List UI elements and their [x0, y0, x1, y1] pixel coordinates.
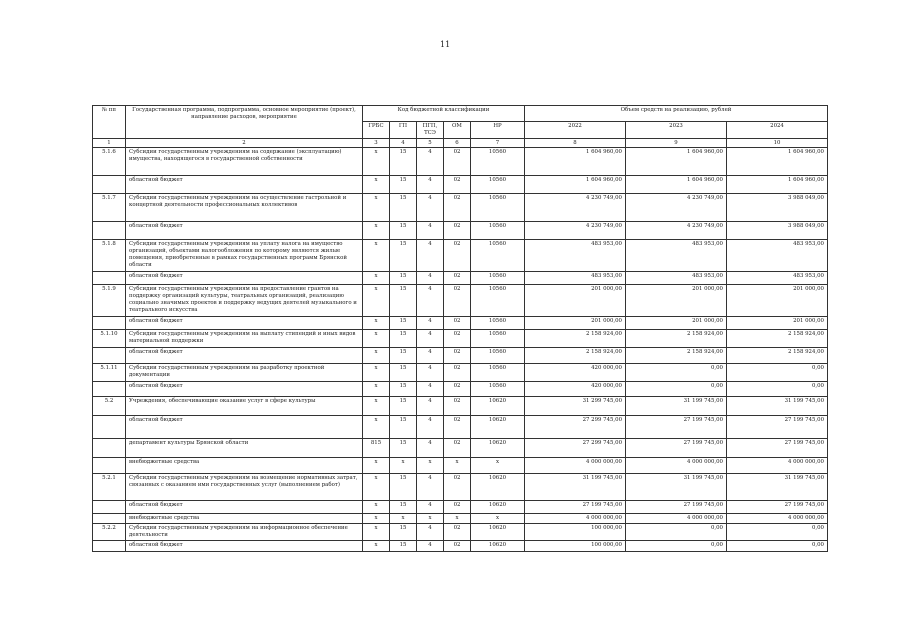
amount-2022: 100 000,00	[525, 540, 626, 551]
amount-2023: 2 158 924,00	[626, 330, 727, 348]
pgp-code: 4	[417, 524, 444, 541]
pgp-code: 4	[417, 501, 444, 514]
row-name: областной бюджет	[126, 348, 363, 364]
amount-2024: 483 953,00	[727, 240, 828, 272]
amount-2024: 0,00	[727, 364, 828, 382]
column-number: 7	[471, 138, 525, 148]
amount-2023: 2 158 924,00	[626, 348, 727, 364]
pgp-code: 4	[417, 222, 444, 240]
om-code: 02	[444, 176, 471, 194]
table-row	[93, 397, 828, 416]
row-name: областной бюджет	[126, 317, 363, 330]
grbs-code: х	[363, 540, 390, 551]
column-number: 6	[444, 138, 471, 148]
amount-2023: 4 230 749,00	[626, 222, 727, 240]
pgp-code: 4	[417, 364, 444, 382]
np-code: 10620	[471, 416, 525, 439]
gp-code: 15	[390, 397, 417, 416]
column-number: 10	[727, 138, 828, 148]
amount-2024: 483 953,00	[727, 272, 828, 285]
gp-code: 15	[390, 148, 417, 176]
amount-2023: 0,00	[626, 540, 727, 551]
grbs-code: х	[363, 194, 390, 222]
column-number: 1	[93, 138, 126, 148]
gp-code: 15	[390, 240, 417, 272]
row-number	[93, 514, 126, 524]
amount-2024: 2 158 924,00	[727, 348, 828, 364]
om-code: 02	[444, 397, 471, 416]
grbs-code: х	[363, 272, 390, 285]
amount-2024: 0,00	[727, 540, 828, 551]
pgp-code: 4	[417, 240, 444, 272]
grbs-code: х	[363, 416, 390, 439]
row-number: 5.1.6	[93, 148, 126, 176]
np-code: 10620	[471, 397, 525, 416]
table-row	[93, 501, 828, 514]
header-amount: Объем средств на реализацию, рублей	[525, 106, 828, 122]
table-row	[93, 348, 828, 364]
grbs-code: х	[363, 240, 390, 272]
header-grbs: ГРБС	[363, 122, 390, 139]
pgp-code: 4	[417, 474, 444, 501]
row-number: 5.1.7	[93, 194, 126, 222]
om-code: 02	[444, 524, 471, 541]
np-code: 10620	[471, 501, 525, 514]
row-number	[93, 348, 126, 364]
row-name: Субсидии государственным учреждениям на разработку проектной документации	[126, 364, 363, 382]
table-row	[93, 514, 828, 524]
table-row	[93, 272, 828, 285]
pgp-code: 4	[417, 272, 444, 285]
amount-2024: 3 988 049,00	[727, 194, 828, 222]
column-number: 9	[626, 138, 727, 148]
amount-2024: 1 604 960,00	[727, 176, 828, 194]
amount-2024: 27 199 745,00	[727, 501, 828, 514]
table-row	[93, 439, 828, 458]
gp-code: 15	[390, 222, 417, 240]
budget-table	[92, 105, 828, 552]
np-code: 10560	[471, 194, 525, 222]
grbs-code: х	[363, 222, 390, 240]
table-row	[93, 524, 828, 541]
amount-2023: 201 000,00	[626, 317, 727, 330]
amount-2022: 1 604 960,00	[525, 176, 626, 194]
pgp-code: х	[417, 514, 444, 524]
table-row	[93, 416, 828, 439]
row-name: областной бюджет	[126, 222, 363, 240]
gp-code: 15	[390, 330, 417, 348]
amount-2024: 31 199 745,00	[727, 474, 828, 501]
grbs-code: х	[363, 148, 390, 176]
om-code: 02	[444, 285, 471, 317]
row-name: областной бюджет	[126, 382, 363, 397]
gp-code: 15	[390, 272, 417, 285]
om-code: 02	[444, 330, 471, 348]
amount-2022: 27 299 745,00	[525, 439, 626, 458]
np-code: 10560	[471, 330, 525, 348]
grbs-code: 815	[363, 439, 390, 458]
table-row	[93, 474, 828, 501]
om-code: 02	[444, 540, 471, 551]
table-row	[93, 194, 828, 222]
np-code: 10560	[471, 317, 525, 330]
gp-code: 15	[390, 317, 417, 330]
amount-2023: 27 199 745,00	[626, 416, 727, 439]
amount-2022: 27 299 745,00	[525, 416, 626, 439]
om-code: 02	[444, 148, 471, 176]
header-name: Государственная программа, подпрограмма, основное мероприятие (проект), направление расходов, мероприятие	[126, 106, 363, 139]
row-name: Субсидии государственным учреждениям на выплату стипендий и иных видов материальной поддержки	[126, 330, 363, 348]
column-number: 3	[363, 138, 390, 148]
amount-2024: 2 158 924,00	[727, 330, 828, 348]
row-name: Учреждения, обеспечивающие оказание услуг в сфере культуры	[126, 397, 363, 416]
om-code: 02	[444, 222, 471, 240]
row-number	[93, 501, 126, 514]
header-2024: 2024	[727, 122, 828, 139]
table-row	[93, 364, 828, 382]
row-name: Субсидии государственным учреждениям на предоставление грантов на поддержку организаций культуры, театральных организаций, реализацию социально значимых проектов и поддержку ведущих деятелей музыкального и театрального искусства	[126, 285, 363, 317]
amount-2022: 100 000,00	[525, 524, 626, 541]
row-name: департамент культуры Брянской области	[126, 439, 363, 458]
grbs-code: х	[363, 285, 390, 317]
amount-2024: 201 000,00	[727, 317, 828, 330]
grbs-code: х	[363, 524, 390, 541]
grbs-code: х	[363, 330, 390, 348]
header-gp: ГП	[390, 122, 417, 139]
gp-code: 15	[390, 382, 417, 397]
amount-2022: 1 604 960,00	[525, 148, 626, 176]
np-code: 10560	[471, 382, 525, 397]
amount-2024: 3 988 049,00	[727, 222, 828, 240]
np-code: х	[471, 458, 525, 474]
gp-code: 15	[390, 364, 417, 382]
pgp-code: 4	[417, 176, 444, 194]
header-2022: 2022	[525, 122, 626, 139]
pgp-code: х	[417, 458, 444, 474]
row-number	[93, 222, 126, 240]
om-code: 02	[444, 194, 471, 222]
grbs-code: х	[363, 176, 390, 194]
row-number: 5.2	[93, 397, 126, 416]
row-number: 5.2.1	[93, 474, 126, 501]
amount-2024: 0,00	[727, 382, 828, 397]
table-row	[93, 148, 828, 176]
amount-2024: 27 199 745,00	[727, 416, 828, 439]
row-name: внебюджетные средства	[126, 458, 363, 474]
np-code: 10620	[471, 439, 525, 458]
om-code: 02	[444, 317, 471, 330]
row-name: областной бюджет	[126, 176, 363, 194]
amount-2024: 0,00	[727, 524, 828, 541]
gp-code: 15	[390, 194, 417, 222]
amount-2022: 2 158 924,00	[525, 330, 626, 348]
np-code: 10560	[471, 222, 525, 240]
pgp-code: 4	[417, 397, 444, 416]
gp-code: х	[390, 458, 417, 474]
np-code: 10560	[471, 148, 525, 176]
column-number: 8	[525, 138, 626, 148]
pgp-code: 4	[417, 439, 444, 458]
om-code: 02	[444, 474, 471, 501]
page-number: 11	[440, 40, 451, 49]
amount-2022: 4 000 000,00	[525, 514, 626, 524]
om-code: 02	[444, 501, 471, 514]
amount-2022: 483 953,00	[525, 272, 626, 285]
om-code: 02	[444, 439, 471, 458]
np-code: х	[471, 514, 525, 524]
grbs-code: х	[363, 397, 390, 416]
row-number	[93, 382, 126, 397]
grbs-code: х	[363, 382, 390, 397]
gp-code: х	[390, 514, 417, 524]
amount-2024: 1 604 960,00	[727, 148, 828, 176]
np-code: 10560	[471, 240, 525, 272]
pgp-code: 4	[417, 148, 444, 176]
table-row	[93, 458, 828, 474]
amount-2022: 31 299 745,00	[525, 397, 626, 416]
row-number: 5.1.11	[93, 364, 126, 382]
np-code: 10620	[471, 524, 525, 541]
row-number	[93, 317, 126, 330]
np-code: 10620	[471, 540, 525, 551]
row-name: Субсидии государственным учреждениям на содержание (эксплуатацию) имущества, находящегося в государственной собственности	[126, 148, 363, 176]
np-code: 10560	[471, 364, 525, 382]
pgp-code: 4	[417, 416, 444, 439]
row-name: Субсидии государственным учреждениям на информационное обеспечение деятельности	[126, 524, 363, 541]
amount-2022: 2 158 924,00	[525, 348, 626, 364]
row-number	[93, 176, 126, 194]
amount-2023: 0,00	[626, 382, 727, 397]
np-code: 10620	[471, 474, 525, 501]
om-code: 02	[444, 382, 471, 397]
header-om: ОМ	[444, 122, 471, 139]
gp-code: 15	[390, 439, 417, 458]
header-pgp: ПГП, ТСЭ	[417, 122, 444, 139]
gp-code: 15	[390, 524, 417, 541]
pgp-code: 4	[417, 330, 444, 348]
row-name: областной бюджет	[126, 272, 363, 285]
pgp-code: 4	[417, 194, 444, 222]
amount-2023: 27 199 745,00	[626, 501, 727, 514]
row-number	[93, 439, 126, 458]
gp-code: 15	[390, 540, 417, 551]
grbs-code: х	[363, 364, 390, 382]
amount-2023: 1 604 960,00	[626, 148, 727, 176]
amount-2023: 4 230 749,00	[626, 194, 727, 222]
pgp-code: 4	[417, 317, 444, 330]
amount-2024: 4 000 000,00	[727, 458, 828, 474]
amount-2022: 483 953,00	[525, 240, 626, 272]
om-code: х	[444, 458, 471, 474]
table-row	[93, 222, 828, 240]
om-code: х	[444, 514, 471, 524]
amount-2022: 4 230 749,00	[525, 222, 626, 240]
amount-2023: 31 199 745,00	[626, 397, 727, 416]
amount-2022: 31 199 745,00	[525, 474, 626, 501]
np-code: 10560	[471, 272, 525, 285]
gp-code: 15	[390, 416, 417, 439]
header-2023: 2023	[626, 122, 727, 139]
row-number: 5.1.8	[93, 240, 126, 272]
amount-2023: 31 199 745,00	[626, 474, 727, 501]
amount-2023: 483 953,00	[626, 240, 727, 272]
amount-2022: 27 199 745,00	[525, 501, 626, 514]
table-row	[93, 176, 828, 194]
om-code: 02	[444, 348, 471, 364]
row-number	[93, 458, 126, 474]
gp-code: 15	[390, 348, 417, 364]
amount-2022: 420 000,00	[525, 364, 626, 382]
amount-2024: 4 000 000,00	[727, 514, 828, 524]
amount-2023: 4 000 000,00	[626, 458, 727, 474]
gp-code: 15	[390, 285, 417, 317]
row-name: областной бюджет	[126, 501, 363, 514]
row-number: 5.1.9	[93, 285, 126, 317]
table-row	[93, 285, 828, 317]
pgp-code: 4	[417, 348, 444, 364]
amount-2023: 0,00	[626, 364, 727, 382]
pgp-code: 4	[417, 285, 444, 317]
row-name: областной бюджет	[126, 540, 363, 551]
row-name: Субсидии государственным учреждениям на возмещение нормативных затрат, связанных с оказанием ими государственных услуг (выполнением работ)	[126, 474, 363, 501]
np-code: 10560	[471, 176, 525, 194]
amount-2023: 27 199 745,00	[626, 439, 727, 458]
pgp-code: 4	[417, 540, 444, 551]
amount-2023: 0,00	[626, 524, 727, 541]
amount-2022: 4 230 749,00	[525, 194, 626, 222]
grbs-code: х	[363, 348, 390, 364]
om-code: 02	[444, 416, 471, 439]
column-number: 4	[390, 138, 417, 148]
row-name: областной бюджет	[126, 416, 363, 439]
row-number	[93, 272, 126, 285]
column-number: 5	[417, 138, 444, 148]
table-row	[93, 240, 828, 272]
amount-2022: 4 000 000,00	[525, 458, 626, 474]
grbs-code: х	[363, 317, 390, 330]
amount-2023: 4 000 000,00	[626, 514, 727, 524]
om-code: 02	[444, 272, 471, 285]
amount-2023: 483 953,00	[626, 272, 727, 285]
amount-2024: 27 199 745,00	[727, 439, 828, 458]
grbs-code: х	[363, 474, 390, 501]
np-code: 10560	[471, 285, 525, 317]
table-row	[93, 317, 828, 330]
row-number: 5.2.2	[93, 524, 126, 541]
amount-2023: 201 000,00	[626, 285, 727, 317]
om-code: 02	[444, 364, 471, 382]
row-number: 5.1.10	[93, 330, 126, 348]
om-code: 02	[444, 240, 471, 272]
amount-2024: 201 000,00	[727, 285, 828, 317]
amount-2022: 420 000,00	[525, 382, 626, 397]
row-number	[93, 540, 126, 551]
row-number	[93, 416, 126, 439]
amount-2024: 31 199 745,00	[727, 397, 828, 416]
column-number: 2	[126, 138, 363, 148]
row-name: внебюджетные средства	[126, 514, 363, 524]
row-name: Субсидии государственным учреждениям на осуществление гастрольной и концертной деятельности профессиональных коллективов	[126, 194, 363, 222]
header-num: № пп	[93, 106, 126, 139]
grbs-code: х	[363, 514, 390, 524]
amount-2023: 1 604 960,00	[626, 176, 727, 194]
grbs-code: х	[363, 501, 390, 514]
table-row	[93, 540, 828, 551]
header-kbk: Код бюджетной классификации	[363, 106, 525, 122]
pgp-code: 4	[417, 382, 444, 397]
table-row	[93, 330, 828, 348]
amount-2022: 201 000,00	[525, 317, 626, 330]
table-row	[93, 382, 828, 397]
np-code: 10560	[471, 348, 525, 364]
grbs-code: х	[363, 458, 390, 474]
gp-code: 15	[390, 474, 417, 501]
amount-2022: 201 000,00	[525, 285, 626, 317]
header-np: НР	[471, 122, 525, 139]
row-name: Субсидии государственным учреждениям на уплату налога на имущество организаций, объектами налогообложения по которому являются жилые помещения, приобретенные в рамках государственных программ Брянской области	[126, 240, 363, 272]
gp-code: 15	[390, 176, 417, 194]
gp-code: 15	[390, 501, 417, 514]
